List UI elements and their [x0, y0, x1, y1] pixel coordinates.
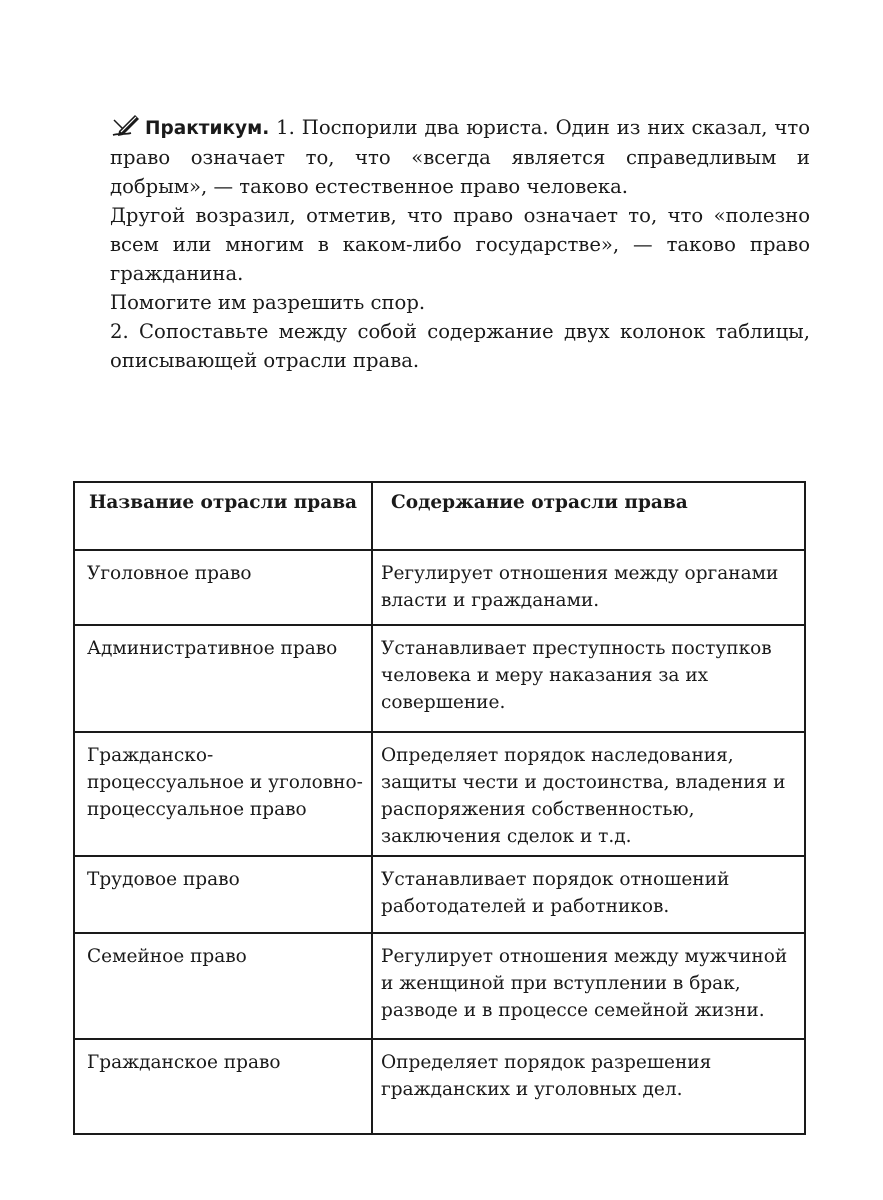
branch-name: Трудовое право	[74, 856, 372, 933]
branch-name: Гражданское право	[74, 1039, 372, 1134]
table-row	[74, 732, 805, 856]
task-1	[110, 112, 810, 201]
table-row	[74, 856, 805, 933]
header-branch-content: Содержание отрасли права	[372, 482, 805, 550]
branch-content: Регулирует отношения между органами власти и гражданами.	[372, 550, 805, 625]
table-row	[74, 625, 805, 732]
branch-name: Семейное право	[74, 933, 372, 1039]
branch-content: Определяет порядок наследования, защиты чести и достоинства, владения и распоряжения собственностью, заключения сделок и т.д.	[372, 732, 805, 856]
branch-name: Гражданско-процессуальное и уголовно-процессуальное право	[74, 732, 372, 856]
branch-content: Регулирует отношения между мужчиной и женщиной при вступлении в брак, разводе и в процессе семейной жизни.	[372, 933, 805, 1039]
branch-content: Устанавливает порядок отношений работодателей и работников.	[372, 856, 805, 933]
task-2: 2. Сопоставьте между собой содержание двух колонок таблицы, описывающей отрасли права.	[110, 320, 810, 372]
practicum-section	[110, 112, 810, 375]
task-1-question: 1. Поспорили два юриста. Один из них сказал, что право означает то, что «всегда является справедливым и добрым», — таково естественное право человека.	[110, 116, 810, 198]
pen-writing-icon	[110, 112, 142, 138]
task-1-objection: Другой возразил, отметив, что право означает то, что «полезно всем или многим в каком-либо государстве», — таково право гражданина.	[110, 204, 810, 285]
header-branch-name: Название отрасли права	[74, 482, 372, 550]
table-row	[74, 933, 805, 1039]
branch-content: Определяет порядок разрешения гражданских и уголовных дел.	[372, 1039, 805, 1134]
table-header-row	[74, 482, 805, 550]
table-row	[74, 1039, 805, 1134]
branch-name: Административное право	[74, 625, 372, 732]
table-row	[74, 550, 805, 625]
branch-name: Уголовное право	[74, 550, 372, 625]
branch-content: Устанавливает преступность поступков человека и меру наказания за их совершение.	[372, 625, 805, 732]
law-branches-table	[73, 481, 806, 1135]
practicum-label: Практикум.	[145, 118, 270, 139]
task-1-request: Помогите им разрешить спор.	[110, 291, 426, 314]
